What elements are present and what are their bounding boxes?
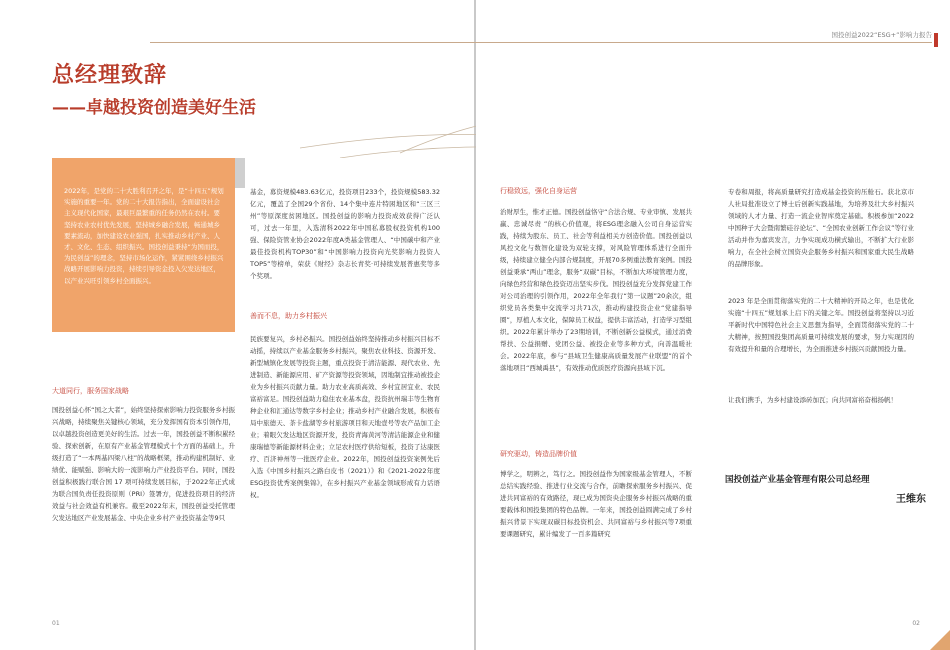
column-2-top-text: 基金，募资规模483.63亿元，投资项目233个，投资规模583.32亿元，覆盖了全国29个省份、14个集中连片特困地区和“三区三州”等原深度贫困地区。国投创益的影响力投资成效获得广泛认可，过去一年里，入选清科2022年中国私募股权投资机构100强、保险资管业协会2022年度A类基金管理人、“中国碳中和产业最佳投资机构TOP30”和“中国影响力投资向光奖影响力投资人TOP5”等榜单，荣获《财经》杂志长青奖·可持续发展普惠奖等多个奖项。 [250,188,440,280]
section-text-4: 博学之，明辨之，笃行之。国投创益作为国家级基金管理人，不断总结实践经验、推进行业交流与合作，前瞻探索服务乡村振兴、促进共同富裕的有效路径，现已成为国资央企服务乡村振兴战略的重要载体和国投集团的特色品牌。一年来，国投创益圆满完成了乡村振兴背景下实现双碳目标投资机会、共同富裕与乡村振兴等7项重要课题研究，累计编发了一百多篇研究 [500,470,692,538]
column-4-paragraph-2: 2023 年是全面贯彻落实党的二十大精神的开局之年，也是优化实施“十四五”规划承上启下的关键之年。国投创益将坚持以习近平新时代中国特色社会主义思想为指导，全面贯彻落实党的二十大精神，按照国投集团高质量可持续发展的要求，努力实现因的有效提升和量的合理增长，为全面推进乡村振兴贡献国投力量。 [728,297,914,353]
section-text-2: 民族要复兴，乡村必振兴。国投创益始终坚持推动乡村振兴目标不动摇，持续以产业基金服务乡村振兴，聚焦农业科技、资源开发、新型城镇化发展等投资主题，重点投资于清洁能源、现代农业、先进制造、新能源应用、矿产资源等投资领域，因地制宜推动被投企业为乡村振兴贡献力量。助力农业高质高效、乡村宜居宜业、农民富裕富足。国投创益助力稳住农业基本盘，投资抗州瑞丰等生物育种企业和汇通达等数字乡村企业；推动乡村产业融合发展，积极布局中旅德天、茶卡盐湖等乡村旅游项目和天地壹号等农产品加工企业；着眼欠发达地区资源开发，投资青海黄河等清洁能源企业和健康瑞德等新能源材料企业；立足农村医疗供给短板，投资了达康医疗、百济神州等一批医疗企业。2022年，国投创益投资案例先后入选《中国乡村振兴之路白皮书（2021）》和《2021-2022年度ESG投资优秀案例集锦》，在乡村振兴产业基金领域形成有力话语权。 [250,335,440,499]
section-title-3: 行稳致远，强化自身运营 [500,187,577,195]
intro-text: 2022年，是党的二十大胜利召开之年，是“十四五”规划实施的重要一年。党的二十大报告指出，全面建设社会主义现代化国家，最艰巨最繁重的任务仍然在农村。要坚持农业农村优先发展，坚持城乡融合发展，畅通城乡要素流动，加快建设农业强国，扎实推动乡村产业、人才、文化、生态、组织振兴。国投创益秉持“为国而投，为民创益”的理念，坚持市场化运作，紧紧围绕乡村振兴战略开展影响力投资，持续引导资金投入欠发达地区，以产业兴旺引领乡村全面振兴。 [64,187,224,285]
section-title-4: 研究驱动，铸造品牌价值 [500,450,577,458]
page-number-right: 02 [912,620,920,627]
column-4-paragraph-3: 让我们携手，为乡村建设添砖加瓦；向共同富裕奋楫扬帆！ [728,396,897,404]
section-title-1: 大道同行，服务国家战略 [52,387,129,395]
page-subtitle: ——卓越投资创造美好生活 [52,98,256,118]
section-text-3: 治财厚生，惟才正德。国投创益恪守“合法合规、专业审慎、发展共赢、忠诚尽责 ”的核心价值观，将ESG理念融入公司自身运营实践，持续为股东、员工、社会等利益相关方创造价值。国投创益以风控文化与数智化建设为双轮支撑，对风险管理体系进行全面升级，持续建立健全内部合规制度，开展70多例重法教育案例。国投创益秉承“两山”理念，服务“双碳”目标，不断加大环境管理力度，向绿色经营和绿色投资迈出坚实步伐。国投创益充分发挥党建工作对公司治理的引领作用，2022年全年我行“第一议题”20余次，组织党员各类集中交流学习共71次，推动构建投资企业“党建指导圈”，厚植人本文化，保障员工权益，提供丰富活动，打造学习型组织。2022年累计举办了23期培训，不断创新公益模式，通过消费帮扶、公益捐赠、党团公益、被投企业等多种方式，向善温暖社会。2022年底，参与“县域卫生健康高质量发展产业联盟”的首个落地项目“西城禹县”，有效推动优质医疗资源向县域下沉。 [500,208,692,372]
section-title-2: 善而不息，助力乡村振兴 [250,312,327,320]
report-header: 国投创益2022“ESG+”影响力报告 [831,31,932,39]
intro-box [52,158,235,332]
corner-decoration [930,630,950,650]
section-text-1: 国投创益心怀“国之大者”，始终坚持探索影响力投资服务乡村振兴战略，持续聚焦关键核心领域，充分发挥国有资本引领作用，以卓越投资创造更美好的生活。过去一年，国投创益不断积累经验、探索创新，在原有产业基金管理模式十个方面的基础上，升级打造了“一本两基四梁八柱”的战略框架，推动构建机制好、业绩优、能赋强、影响大的一流影响力产业投资平台。同时，国投创益积极践行联合国 17 项可持续发展目标，于2022年正式成为联合国负责任投资原则（PRI）签署方，促进投资项目的经济效益与社会效益有机兼容。截至2022年末，国投创益受托管理欠发达地区产业发展基金、中央企业乡村产业投资基金等9只 [52,406,235,522]
page-title: 总经理致辞 [52,63,168,88]
column-4-top-text: 专卷和周报，将高质量研究打造成基金投资的压舱石。获北京市人社局批准设立了博士后创新实践基地，为培养及壮大乡村振兴领域的人才力量、打造一流企业智库奠定基础。积极参加“2022中国种子大会暨南繁硅谷论坛”、“全国农业创新工作会议”等行业活动并作为嘉宾发言，力争实现成功横式输出，不断扩大行业影响力，在全社会树立国资央企服务乡村振兴和国家重大民生战略的品牌形象。 [728,188,914,268]
header-accent-tab [934,33,938,47]
signature-org: 国投创益产业基金管理有限公司总经理 [725,475,870,485]
signature-name: 王维东 [896,494,926,505]
header-rule [150,42,932,43]
page-number-left: 01 [52,620,60,627]
right-page [476,0,950,650]
